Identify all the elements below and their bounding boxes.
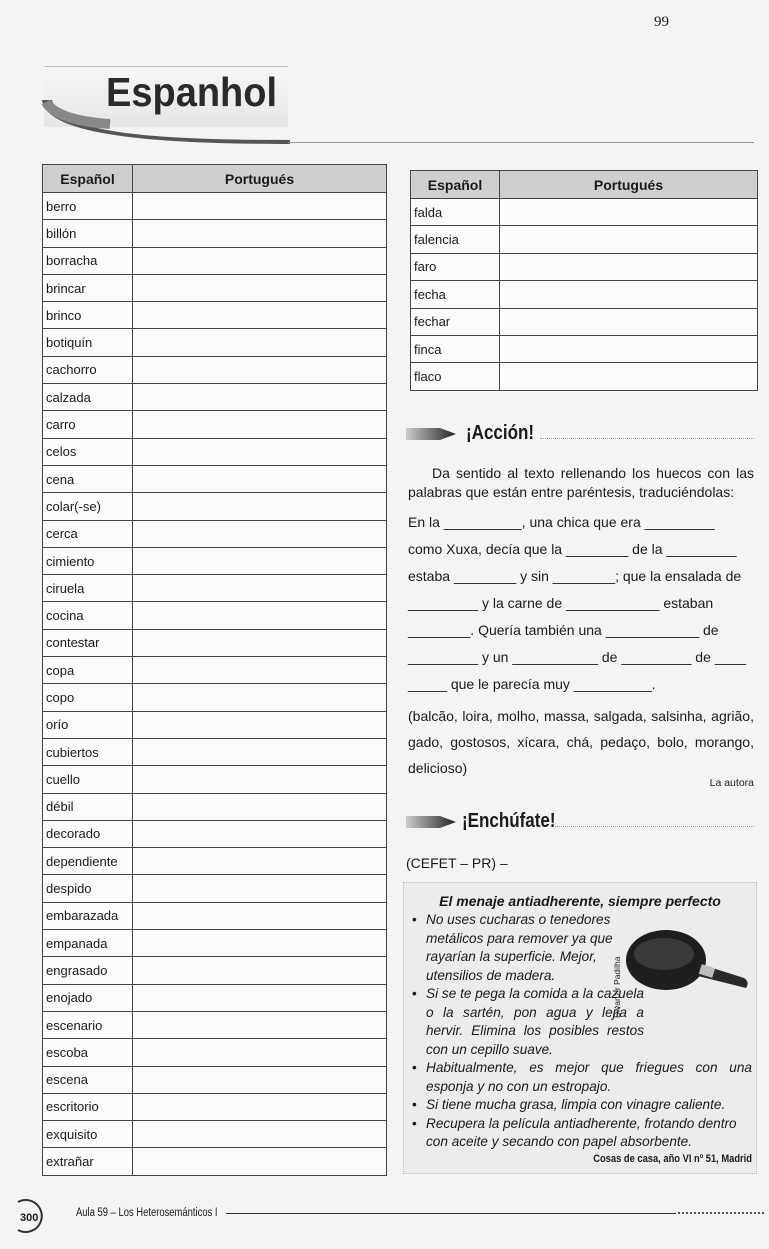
table-row (43, 411, 387, 438)
spanish-word: débil (43, 793, 133, 820)
portuguese-answer-cell (133, 1066, 387, 1093)
portuguese-answer-cell (133, 848, 387, 875)
portuguese-answer-cell (500, 308, 758, 335)
spanish-word: colar(-se) (43, 493, 133, 520)
spanish-word: decorado (43, 820, 133, 847)
vocabulary-table-right (410, 170, 758, 391)
page-number: 99 (654, 14, 669, 30)
portuguese-answer-cell (500, 281, 758, 308)
spanish-word: ciruela (43, 575, 133, 602)
instructions: Da sentido al texto rellenando los huecos con las palabras que están entre paréntesis, traduciéndolas: (408, 465, 754, 500)
portuguese-answer-cell (133, 1148, 387, 1175)
column-header-espanol: Español (43, 165, 133, 193)
spanish-word: falencia (411, 226, 500, 253)
portuguese-answer-cell (133, 738, 387, 765)
spanish-word: borracha (43, 247, 133, 274)
heading-rule (550, 826, 754, 827)
portuguese-answer-cell (133, 820, 387, 847)
spanish-word: extrañar (43, 1148, 133, 1175)
spanish-word: embarazada (43, 902, 133, 929)
spanish-word: escena (43, 1066, 133, 1093)
table-row (43, 984, 387, 1011)
portuguese-answer-cell (133, 657, 387, 684)
table-row (411, 335, 758, 362)
table-row (43, 657, 387, 684)
portuguese-answer-cell (500, 226, 758, 253)
list-item: • No uses cucharas o tenedores metálicos para remover ya que rayarían la superficie. Mejor, utensilios de madera. (408, 911, 626, 985)
section-heading-enchufate: ¡Enchúfate! (462, 810, 556, 832)
table-row (43, 247, 387, 274)
table-row (43, 356, 387, 383)
portuguese-answer-cell (133, 1011, 387, 1038)
column-header-portugues: Portugués (133, 165, 387, 193)
spanish-word: copa (43, 657, 133, 684)
table-row (43, 711, 387, 738)
spanish-word: empanada (43, 930, 133, 957)
fill-in-line: ________. Quería también una ____________ de (408, 622, 719, 638)
banner-title: Espanhol (106, 70, 278, 116)
portuguese-answer-cell (133, 930, 387, 957)
fill-in-line: _________ y la carne de ____________ estaban (408, 595, 714, 611)
table-row (43, 1039, 387, 1066)
spanish-word: cachorro (43, 356, 133, 383)
word-list: (balcão, loira, molho, massa, salgada, salsinha, agrião, gado, gostosos, xícara, chá, pedaço, bolo, morango, delicioso) (408, 708, 754, 776)
list-item: • Si tiene mucha grasa, limpia con vinagre caliente. (408, 1096, 752, 1115)
spanish-word: berro (43, 193, 133, 220)
table-row (43, 875, 387, 902)
spanish-word: dependiente (43, 848, 133, 875)
table-row (411, 308, 758, 335)
portuguese-answer-cell (133, 1039, 387, 1066)
table-row (43, 520, 387, 547)
section-heading-accion: ¡Acción! (466, 422, 534, 444)
table-row (43, 274, 387, 301)
portuguese-answer-cell (133, 1121, 387, 1148)
spanish-word: cubiertos (43, 738, 133, 765)
portuguese-answer-cell (133, 411, 387, 438)
table-row (43, 1011, 387, 1038)
spanish-word: escoba (43, 1039, 133, 1066)
footer-lesson-title: Aula 59 – Los Heterosemánticos I (76, 1207, 218, 1219)
table-row (43, 684, 387, 711)
spanish-word: botiquín (43, 329, 133, 356)
portuguese-answer-cell (133, 957, 387, 984)
portuguese-answer-cell (133, 711, 387, 738)
arrow-icon (406, 812, 456, 832)
table-row (43, 957, 387, 984)
spanish-word: contestar (43, 629, 133, 656)
portuguese-answer-cell (133, 329, 387, 356)
spanish-word: copo (43, 684, 133, 711)
table-row (43, 1093, 387, 1120)
list-item: • Habitualmente, es mejor que friegues con una esponja y no con un estropajo. (408, 1059, 752, 1096)
portuguese-answer-cell (133, 547, 387, 574)
portuguese-answer-cell (133, 602, 387, 629)
portuguese-answer-cell (133, 875, 387, 902)
photo-credit: Divanzir Padilha (612, 956, 622, 1018)
list-item: • Si se te pega la comida a la cazuela o la sartén, pon agua y lejía a hervir. Elimina los posibles restos con un cepillo suave. (408, 985, 644, 1059)
table-row (411, 281, 758, 308)
table-row (43, 738, 387, 765)
table-row (411, 253, 758, 280)
spanish-word: orío (43, 711, 133, 738)
portuguese-answer-cell (133, 493, 387, 520)
fill-in-line: como Xuxa, decía que la ________ de la _________ (408, 541, 737, 557)
table-body (43, 193, 387, 1176)
table-row (43, 575, 387, 602)
spanish-word: falda (411, 199, 500, 226)
table-row (43, 1066, 387, 1093)
table-row (43, 465, 387, 492)
portuguese-answer-cell (133, 274, 387, 301)
portuguese-answer-cell (133, 302, 387, 329)
portuguese-answer-cell (133, 902, 387, 929)
table-row (43, 602, 387, 629)
spanish-word: exquisito (43, 1121, 133, 1148)
table-row (43, 902, 387, 929)
tips-list (408, 911, 752, 1152)
portuguese-answer-cell (133, 193, 387, 220)
portuguese-answer-cell (133, 520, 387, 547)
article-title: El menaje antiadherente, siempre perfecto (439, 893, 721, 909)
spanish-word: fecha (411, 281, 500, 308)
table-row (411, 199, 758, 226)
footer-dotted-rule (678, 1212, 764, 1214)
spanish-word: faro (411, 253, 500, 280)
table-row (43, 930, 387, 957)
portuguese-answer-cell (133, 247, 387, 274)
spanish-word: cerca (43, 520, 133, 547)
credit: La autora (709, 777, 754, 789)
table-row (43, 438, 387, 465)
footer-page-number: 300 (20, 1212, 39, 1224)
spanish-word: cocina (43, 602, 133, 629)
portuguese-answer-cell (133, 575, 387, 602)
table-row (43, 547, 387, 574)
table-row (43, 329, 387, 356)
arrow-icon (406, 424, 456, 444)
column-header-espanol: Español (411, 171, 500, 199)
portuguese-answer-cell (133, 684, 387, 711)
portuguese-answer-cell (133, 465, 387, 492)
table-row (43, 384, 387, 411)
portuguese-answer-cell (133, 984, 387, 1011)
table-row (43, 220, 387, 247)
portuguese-answer-cell (133, 629, 387, 656)
heading-rule (540, 438, 754, 439)
table-row (43, 193, 387, 220)
fill-in-line: _____ que le parecía muy __________. (408, 676, 656, 692)
spanish-word: engrasado (43, 957, 133, 984)
spanish-word: escritorio (43, 1093, 133, 1120)
footer-rule (226, 1213, 676, 1214)
fill-in-line: _________ y un ___________ de _________ de ____ (408, 649, 746, 665)
header-rule (288, 142, 754, 143)
spanish-word: billón (43, 220, 133, 247)
table-row (43, 820, 387, 847)
fill-in-line: estaba ________ y sin ________; que la ensalada de (408, 568, 742, 584)
spanish-word: celos (43, 438, 133, 465)
spanish-word: cena (43, 465, 133, 492)
list-item: • Recupera la película antiadherente, frotando dentro con aceite y secando con papel absorbente. (408, 1115, 752, 1152)
fill-in-text (408, 509, 754, 698)
table-row (43, 848, 387, 875)
portuguese-answer-cell (500, 199, 758, 226)
portuguese-answer-cell (133, 220, 387, 247)
spanish-word: enojado (43, 984, 133, 1011)
table-row (411, 226, 758, 253)
fill-in-line: En la __________, una chica que era _________ (408, 514, 715, 530)
portuguese-answer-cell (133, 766, 387, 793)
spanish-word: brincar (43, 274, 133, 301)
portuguese-answer-cell (133, 384, 387, 411)
table-body (411, 199, 758, 391)
exercise-source: (CEFET – PR) – (406, 855, 508, 871)
portuguese-answer-cell (500, 335, 758, 362)
portuguese-answer-cell (133, 438, 387, 465)
spanish-word: escenario (43, 1011, 133, 1038)
spanish-word: flaco (411, 363, 500, 390)
table-row (43, 1148, 387, 1175)
portuguese-answer-cell (500, 363, 758, 390)
portuguese-answer-cell (133, 793, 387, 820)
table-row (43, 1121, 387, 1148)
column-header-portugues: Portugués (500, 171, 758, 199)
vocabulary-table-left (42, 164, 387, 1176)
table-row (43, 793, 387, 820)
spanish-word: calzada (43, 384, 133, 411)
spanish-word: cuello (43, 766, 133, 793)
article-source: Cosas de casa, año VI nº 51, Madrid (593, 1153, 752, 1165)
table-row (411, 363, 758, 390)
table-row (43, 766, 387, 793)
spanish-word: finca (411, 335, 500, 362)
portuguese-answer-cell (133, 356, 387, 383)
portuguese-answer-cell (500, 253, 758, 280)
spanish-word: carro (43, 411, 133, 438)
spanish-word: brinco (43, 302, 133, 329)
table-row (43, 302, 387, 329)
spanish-word: despido (43, 875, 133, 902)
table-row (43, 493, 387, 520)
spanish-word: cimiento (43, 547, 133, 574)
table-row (43, 629, 387, 656)
spanish-word: fechar (411, 308, 500, 335)
portuguese-answer-cell (133, 1093, 387, 1120)
